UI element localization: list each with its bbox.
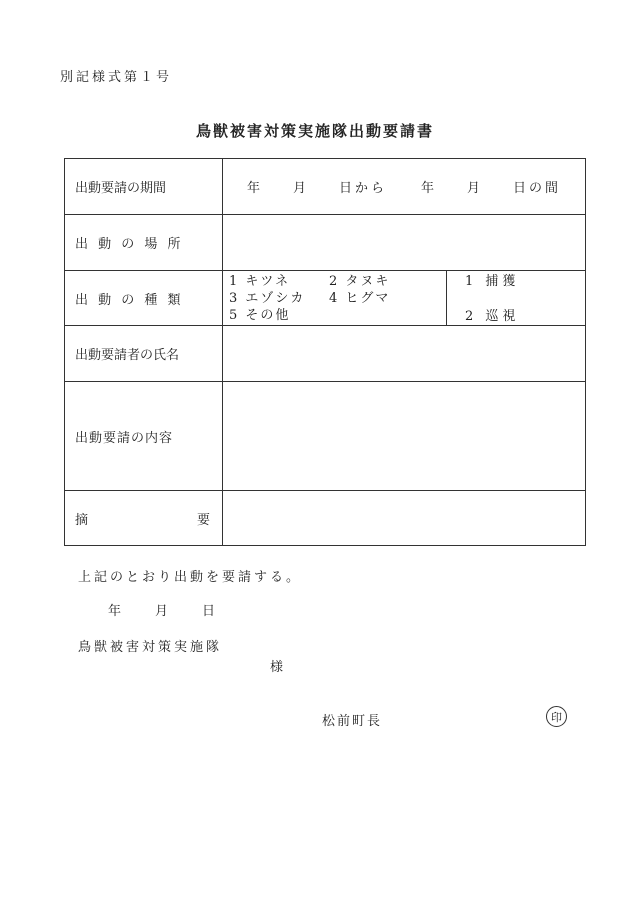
seal-mark: 印 [546,706,567,727]
remarks-row [65,491,586,546]
content-label: 出動要請の内容 [65,382,223,491]
request-table [64,158,586,546]
animal-option-bear: 4 ヒグマ [329,291,391,306]
period-month-end: 月 [467,181,484,196]
date-day: 日 [202,604,216,619]
remarks-label-second: 要 [196,512,210,528]
animal-option-fox: 1 キツネ [229,274,291,289]
addressee: 鳥獣被害対策実施隊 [78,640,223,655]
date-year: 年 [108,604,122,619]
form-number: 別記様式第１号 [60,70,173,85]
requester-label: 出動要請者の氏名 [65,326,223,382]
place-row [65,215,586,271]
action-options [447,271,585,325]
remarks-label [65,491,223,546]
animal-option-deer: 3 エゾシカ [229,291,306,306]
type-row [65,271,586,326]
period-row [65,159,586,215]
date-line [108,600,249,619]
animal-options [223,271,447,325]
place-value [223,215,586,271]
remarks-value [223,491,586,546]
requester-row [65,326,586,382]
place-label: 出 動 の 場 所 [65,215,223,271]
honorific: 様 [270,660,284,675]
period-year-end: 年 [421,181,438,196]
animal-option-raccoon-dog: 2 タヌキ [329,274,391,289]
date-month: 月 [155,604,169,619]
closing-statement: 上記のとおり出動を要請する。 [78,570,303,585]
animal-option-other: 5 その他 [229,308,291,323]
period-day-start: 日から [338,181,387,196]
content-row [65,382,586,491]
period-month-start: 月 [292,181,309,196]
type-value [223,271,586,326]
period-day-end: 日の間 [513,181,562,196]
period-year-start: 年 [246,181,263,196]
period-label: 出動要請の期間 [65,159,223,215]
period-value [223,159,586,215]
remarks-label-first: 摘 [75,512,89,528]
content-value [223,382,586,491]
action-option-capture: 1 捕獲 [465,274,520,289]
document-title: 鳥獣被害対策実施隊出動要請書 [195,122,434,140]
signer-name: 松前町長 [322,714,383,729]
requester-value [223,326,586,382]
action-option-patrol: 2 巡視 [465,309,520,324]
type-label: 出 動 の 種 類 [65,271,223,326]
